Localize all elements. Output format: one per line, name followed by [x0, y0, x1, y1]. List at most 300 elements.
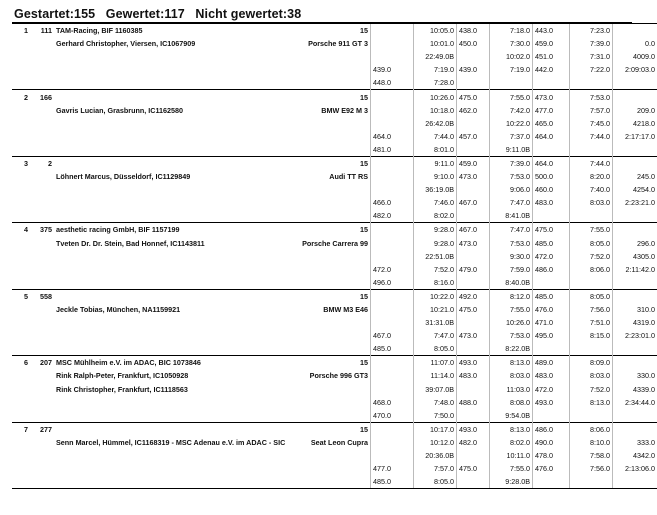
- lap-value-cell: [371, 422, 414, 436]
- class-car-cell: Porsche 996 GT3: [309, 371, 368, 381]
- entry-row-first: [12, 24, 657, 38]
- lap-value-cell: 473.0: [457, 170, 490, 183]
- team-driver-cell: Jeckle Tobias, München, NA1159921: [56, 305, 181, 315]
- lap-value-cell: 489.0: [533, 356, 570, 370]
- team-driver-cell: [54, 276, 256, 290]
- position-cell: [12, 183, 30, 196]
- lap-value-cell: 7:52.0: [570, 250, 613, 263]
- lap-value-cell: [613, 289, 657, 303]
- lap-value-cell: 470.0: [371, 409, 414, 423]
- lap-value-cell: 475.0: [533, 223, 570, 237]
- lap-value-cell: 7:52.0: [570, 383, 613, 396]
- entry-row: [12, 303, 657, 316]
- class-car-cell: [256, 383, 371, 396]
- lap-value-cell: [371, 183, 414, 196]
- lap-value-cell: 4319.0: [613, 316, 657, 329]
- lap-value-cell: 7:28.0: [414, 76, 457, 90]
- lap-value-cell: 438.0: [457, 24, 490, 38]
- lap-value-cell: 8:03.0: [570, 196, 613, 209]
- lap-value-cell: 492.0: [457, 289, 490, 303]
- position-cell: [12, 383, 30, 396]
- lap-value-cell: 11:03.0: [490, 383, 533, 396]
- lap-value-cell: 22:51.0B: [414, 250, 457, 263]
- position-cell: [12, 316, 30, 329]
- lap-value-cell: 10:12.0: [414, 436, 457, 449]
- lap-value-cell: 468.0: [371, 396, 414, 409]
- lap-value-cell: 10:01.0: [414, 37, 457, 50]
- entry-row: [12, 37, 657, 50]
- lap-value-cell: 296.0: [613, 237, 657, 250]
- lap-value-cell: [371, 170, 414, 183]
- lap-value-cell: 11:14.0: [414, 369, 457, 382]
- team-driver-cell: [54, 209, 256, 223]
- position-cell: 7: [12, 422, 30, 436]
- summary-line: [14, 7, 308, 21]
- start-number-cell: 2: [30, 156, 54, 170]
- lap-value-cell: 7:44.0: [414, 130, 457, 143]
- lap-value-cell: [371, 449, 414, 462]
- start-number-cell: [30, 436, 54, 449]
- lap-value-cell: [371, 369, 414, 382]
- lap-value-cell: 26:42.0B: [414, 117, 457, 130]
- team-driver-cell: TAM-Racing, BIF 1160385: [54, 24, 256, 38]
- team-driver-cell: [54, 196, 256, 209]
- lap-value-cell: 477.0: [371, 462, 414, 475]
- team-driver-cell: [54, 475, 256, 489]
- lap-value-cell: 450.0: [457, 37, 490, 50]
- lap-value-cell: 7:56.0: [570, 462, 613, 475]
- lap-value-cell: [371, 316, 414, 329]
- start-number-cell: [30, 209, 54, 223]
- lap-value-cell: 7:31.0: [570, 50, 613, 63]
- lap-value-cell: [613, 276, 657, 290]
- class-car-cell: 15: [256, 90, 371, 104]
- position-cell: [12, 329, 30, 342]
- position-cell: [12, 250, 30, 263]
- lap-value-cell: 7:58.0: [570, 449, 613, 462]
- lap-value-cell: [371, 436, 414, 449]
- lap-value-cell: [457, 383, 490, 396]
- team-driver-cell: [54, 76, 256, 90]
- position-cell: [12, 170, 30, 183]
- class-car-cell: [256, 117, 371, 130]
- lap-value-cell: 209.0: [613, 104, 657, 117]
- lap-value-cell: 9:54.0B: [490, 409, 533, 423]
- lap-value-cell: 7:30.0: [490, 37, 533, 50]
- lap-value-cell: [533, 409, 570, 423]
- lap-value-cell: 2:17:17.0: [613, 130, 657, 143]
- lap-value-cell: 2:23:01.0: [613, 329, 657, 342]
- lap-value-cell: 448.0: [371, 76, 414, 90]
- team-driver-cell: Tveten Dr. Dr. Stein, Bad Honnef, IC1143811: [56, 238, 205, 248]
- entry-row: [12, 250, 657, 263]
- lap-value-cell: 439.0: [457, 63, 490, 76]
- lap-value-cell: 7:39.0: [570, 37, 613, 50]
- start-number-cell: [30, 276, 54, 290]
- lap-value-cell: 8:40.0B: [490, 276, 533, 290]
- lap-value-cell: [371, 289, 414, 303]
- lap-value-cell: 10:22.0: [414, 289, 457, 303]
- lap-value-cell: 8:13.0: [570, 396, 613, 409]
- lap-value-cell: 7:55.0: [490, 90, 533, 104]
- lap-value-cell: 439.0: [371, 63, 414, 76]
- lap-value-cell: 7:40.0: [570, 183, 613, 196]
- position-cell: [12, 117, 30, 130]
- team-driver-cell: [54, 422, 256, 436]
- position-cell: 6: [12, 356, 30, 370]
- class-car-cell: Audi TT RS: [329, 172, 368, 182]
- lap-value-cell: 22:49.0B: [414, 50, 457, 63]
- lap-value-cell: [371, 90, 414, 104]
- lap-value-cell: 10:26.0: [414, 90, 457, 104]
- lap-value-cell: [613, 475, 657, 489]
- lap-value-cell: 473.0: [457, 237, 490, 250]
- class-car-cell: [256, 63, 371, 76]
- class-car-cell: Porsche Carrera 99: [302, 238, 368, 248]
- lap-value-cell: 460.0: [533, 183, 570, 196]
- position-cell: [12, 342, 30, 356]
- class-car-cell: 15: [256, 356, 371, 370]
- lap-value-cell: 9:28.0: [414, 223, 457, 237]
- lap-value-cell: 7:56.0: [570, 303, 613, 316]
- position-cell: [12, 449, 30, 462]
- position-cell: [12, 209, 30, 223]
- lap-value-cell: [457, 449, 490, 462]
- team-driver-cell: [54, 117, 256, 130]
- lap-value-cell: 9:10.0: [414, 170, 457, 183]
- lap-value-cell: 442.0: [533, 63, 570, 76]
- class-car-cell: 15: [256, 422, 371, 436]
- lap-value-cell: [371, 156, 414, 170]
- lap-value-cell: 464.0: [533, 130, 570, 143]
- class-car-cell: [256, 475, 371, 489]
- lap-value-cell: 39:07.0B: [414, 383, 457, 396]
- results-table-body: [12, 24, 657, 489]
- start-number-cell: [30, 170, 54, 183]
- entry-row-first: [12, 422, 657, 436]
- position-cell: [12, 303, 30, 316]
- entry-row: [12, 170, 657, 183]
- class-car-cell: [256, 130, 371, 143]
- team-driver-cell: [54, 63, 256, 76]
- lap-value-cell: 466.0: [371, 196, 414, 209]
- lap-value-cell: 4339.0: [613, 383, 657, 396]
- position-cell: [12, 104, 30, 117]
- entry-row: [12, 63, 657, 76]
- lap-value-cell: 500.0: [533, 170, 570, 183]
- lap-value-cell: [457, 409, 490, 423]
- entry-row: [12, 76, 657, 90]
- start-number-cell: [30, 369, 54, 382]
- lap-value-cell: 8:06.0: [570, 422, 613, 436]
- team-driver-cell: [54, 316, 256, 329]
- lap-value-cell: 485.0: [533, 237, 570, 250]
- entry-row: [12, 209, 657, 223]
- position-cell: [12, 196, 30, 209]
- start-number-cell: [30, 183, 54, 196]
- lap-value-cell: [457, 76, 490, 90]
- start-number-cell: [30, 130, 54, 143]
- class-car-cell: BMW E92 M 3: [321, 105, 368, 115]
- lap-value-cell: 482.0: [371, 209, 414, 223]
- lap-value-cell: [570, 209, 613, 223]
- lap-value-cell: 467.0: [457, 223, 490, 237]
- lap-value-cell: [613, 156, 657, 170]
- lap-value-cell: 8:05.0: [414, 342, 457, 356]
- lap-value-cell: 459.0: [457, 156, 490, 170]
- lap-value-cell: 479.0: [457, 263, 490, 276]
- lap-value-cell: [613, 356, 657, 370]
- lap-value-cell: 4009.0: [613, 50, 657, 63]
- entry-row: [12, 462, 657, 475]
- lap-value-cell: 481.0: [371, 143, 414, 157]
- lap-value-cell: 10:18.0: [414, 104, 457, 117]
- lap-value-cell: 8:03.0: [570, 369, 613, 382]
- class-car-cell: 15: [256, 289, 371, 303]
- position-cell: [12, 130, 30, 143]
- lap-value-cell: 8:09.0: [570, 356, 613, 370]
- start-number-cell: [30, 63, 54, 76]
- start-number-cell: 166: [30, 90, 54, 104]
- lap-value-cell: [570, 276, 613, 290]
- start-number-cell: [30, 396, 54, 409]
- lap-value-cell: [457, 50, 490, 63]
- entry-row-first: [12, 156, 657, 170]
- lap-value-cell: 7:51.0: [570, 316, 613, 329]
- start-number-cell: [30, 462, 54, 475]
- lap-value-cell: 36:19.0B: [414, 183, 457, 196]
- lap-value-cell: 2:34:44.0: [613, 396, 657, 409]
- lap-value-cell: [533, 143, 570, 157]
- position-cell: [12, 276, 30, 290]
- start-number-cell: 111: [30, 24, 54, 38]
- lap-value-cell: 486.0: [533, 422, 570, 436]
- lap-value-cell: 7:53.0: [490, 329, 533, 342]
- lap-value-cell: 330.0: [613, 369, 657, 382]
- class-car-cell: BMW M3 E46: [323, 305, 368, 315]
- class-car-cell: [256, 250, 371, 263]
- entry-row: [12, 409, 657, 423]
- position-cell: [12, 369, 30, 382]
- lap-value-cell: 476.0: [533, 462, 570, 475]
- lap-value-cell: [457, 276, 490, 290]
- lap-value-cell: 493.0: [457, 356, 490, 370]
- lap-value-cell: 4254.0: [613, 183, 657, 196]
- lap-value-cell: 8:12.0: [490, 289, 533, 303]
- class-car-cell: 15: [256, 156, 371, 170]
- team-driver-cell: [54, 143, 256, 157]
- lap-value-cell: 493.0: [457, 422, 490, 436]
- lap-value-cell: [457, 250, 490, 263]
- class-car-cell: [256, 263, 371, 276]
- lap-value-cell: [613, 209, 657, 223]
- class-car-cell: 15: [256, 24, 371, 38]
- lap-value-cell: 443.0: [533, 24, 570, 38]
- lap-value-cell: 7:55.0: [570, 223, 613, 237]
- lap-value-cell: 11:07.0: [414, 356, 457, 370]
- lap-value-cell: 4305.0: [613, 250, 657, 263]
- start-number-cell: [30, 316, 54, 329]
- start-number-cell: [30, 303, 54, 316]
- team-driver-cell: [54, 396, 256, 409]
- lap-value-cell: 7:55.0: [490, 303, 533, 316]
- lap-value-cell: 485.0: [371, 342, 414, 356]
- lap-value-cell: 310.0: [613, 303, 657, 316]
- lap-value-cell: 10:22.0: [490, 117, 533, 130]
- lap-value-cell: 9:28.0: [414, 237, 457, 250]
- start-number-cell: [30, 117, 54, 130]
- position-cell: [12, 237, 30, 250]
- lap-value-cell: 7:44.0: [570, 130, 613, 143]
- position-cell: 3: [12, 156, 30, 170]
- lap-value-cell: 464.0: [533, 156, 570, 170]
- start-number-cell: [30, 383, 54, 396]
- lap-value-cell: 493.0: [533, 396, 570, 409]
- lap-value-cell: [457, 117, 490, 130]
- team-driver-cell: Gerhard Christopher, Viersen, IC1067909: [56, 39, 196, 49]
- entry-row: [12, 449, 657, 462]
- start-number-cell: [30, 104, 54, 117]
- lap-value-cell: 10:17.0: [414, 422, 457, 436]
- lap-value-cell: 7:39.0: [490, 156, 533, 170]
- class-car-cell: Seat Leon Cupra: [310, 437, 368, 447]
- lap-value-cell: 8:13.0: [490, 356, 533, 370]
- lap-value-cell: 482.0: [457, 436, 490, 449]
- lap-value-cell: 7:50.0: [414, 409, 457, 423]
- lap-value-cell: [613, 342, 657, 356]
- team-driver-cell: [54, 250, 256, 263]
- lap-value-cell: 7:23.0: [570, 24, 613, 38]
- entry-row-first: [12, 289, 657, 303]
- class-car-cell: [256, 143, 371, 157]
- lap-value-cell: 8:05.0: [570, 237, 613, 250]
- lap-value-cell: 8:06.0: [570, 263, 613, 276]
- started-count: Gestartet:155: [14, 7, 96, 21]
- class-car-cell: [256, 316, 371, 329]
- team-driver-cell: [54, 449, 256, 462]
- lap-value-cell: 20:36.0B: [414, 449, 457, 462]
- lap-value-cell: 7:55.0: [490, 462, 533, 475]
- entry-row-first: [12, 223, 657, 237]
- lap-value-cell: [457, 209, 490, 223]
- team-driver-cell: [54, 289, 256, 303]
- class-car-cell: [256, 409, 371, 423]
- lap-value-cell: [371, 223, 414, 237]
- lap-value-cell: 486.0: [533, 263, 570, 276]
- lap-value-cell: 490.0: [533, 436, 570, 449]
- lap-value-cell: 8:20.0: [570, 170, 613, 183]
- lap-value-cell: 333.0: [613, 436, 657, 449]
- lap-value-cell: [490, 76, 533, 90]
- results-table: [12, 23, 657, 489]
- position-cell: [12, 37, 30, 50]
- lap-value-cell: [533, 342, 570, 356]
- lap-value-cell: 10:21.0: [414, 303, 457, 316]
- start-number-cell: [30, 250, 54, 263]
- entry-row: [12, 316, 657, 329]
- entry-row: [12, 342, 657, 356]
- lap-value-cell: 473.0: [457, 329, 490, 342]
- lap-value-cell: 473.0: [533, 90, 570, 104]
- lap-value-cell: 10:02.0: [490, 50, 533, 63]
- lap-value-cell: 467.0: [371, 329, 414, 342]
- class-car-cell: [256, 209, 371, 223]
- class-car-cell: [256, 196, 371, 209]
- team-driver-cell: [54, 156, 256, 170]
- start-number-cell: 277: [30, 422, 54, 436]
- position-cell: [12, 263, 30, 276]
- lap-value-cell: [371, 237, 414, 250]
- lap-value-cell: 9:28.0B: [490, 475, 533, 489]
- entry-row: [12, 329, 657, 342]
- lap-value-cell: 10:05.0: [414, 24, 457, 38]
- entry-row: [12, 276, 657, 290]
- lap-value-cell: 8:13.0: [490, 422, 533, 436]
- lap-value-cell: 4218.0: [613, 117, 657, 130]
- entry-row: [12, 130, 657, 143]
- lap-value-cell: 495.0: [533, 329, 570, 342]
- lap-value-cell: 496.0: [371, 276, 414, 290]
- lap-value-cell: 9:11.0: [414, 156, 457, 170]
- lap-value-cell: [371, 356, 414, 370]
- entry-row: [12, 104, 657, 117]
- entry-row: [12, 237, 657, 250]
- entry-row: [12, 50, 657, 63]
- class-car-cell: [256, 329, 371, 342]
- team-driver-cell: Rink Christopher, Frankfurt, IC1118563: [56, 384, 188, 394]
- lap-value-cell: 7:52.0: [414, 263, 457, 276]
- lap-value-cell: 472.0: [533, 383, 570, 396]
- entry-row: [12, 436, 657, 449]
- lap-value-cell: [371, 117, 414, 130]
- class-car-cell: [256, 76, 371, 90]
- team-driver-cell: [54, 462, 256, 475]
- start-number-cell: [30, 76, 54, 90]
- lap-value-cell: 10:26.0: [490, 316, 533, 329]
- lap-value-cell: 0.0: [613, 37, 657, 50]
- lap-value-cell: [457, 342, 490, 356]
- lap-value-cell: 8:08.0: [490, 396, 533, 409]
- lap-value-cell: 7:45.0: [570, 117, 613, 130]
- entry-row: [12, 143, 657, 157]
- position-cell: [12, 63, 30, 76]
- lap-value-cell: 457.0: [457, 130, 490, 143]
- lap-value-cell: [371, 303, 414, 316]
- lap-value-cell: 7:53.0: [570, 90, 613, 104]
- lap-value-cell: 7:37.0: [490, 130, 533, 143]
- lap-value-cell: 8:02.0: [490, 436, 533, 449]
- class-car-cell: Porsche 911 GT 3: [308, 39, 368, 49]
- lap-value-cell: 8:05.0: [414, 475, 457, 489]
- lap-value-cell: 7:46.0: [414, 196, 457, 209]
- entry-row: [12, 183, 657, 196]
- position-cell: [12, 50, 30, 63]
- lap-value-cell: 4342.0: [613, 449, 657, 462]
- team-driver-cell: [54, 409, 256, 423]
- start-number-cell: [30, 263, 54, 276]
- team-driver-cell: Rink Ralph-Peter, Frankfurt, IC1050928: [56, 371, 189, 381]
- lap-value-cell: [371, 250, 414, 263]
- lap-value-cell: [613, 143, 657, 157]
- lap-value-cell: 475.0: [457, 90, 490, 104]
- lap-value-cell: 8:02.0: [414, 209, 457, 223]
- team-driver-cell: Gavris Lucian, Grasbrunn, IC1162580: [56, 105, 184, 115]
- team-driver-cell: [54, 50, 256, 63]
- classified-count: Gewertet:117: [105, 7, 185, 21]
- team-driver-cell: aesthetic racing GmbH, BIF 1157199: [54, 223, 256, 237]
- lap-value-cell: 7:53.0: [490, 237, 533, 250]
- lap-value-cell: 467.0: [457, 196, 490, 209]
